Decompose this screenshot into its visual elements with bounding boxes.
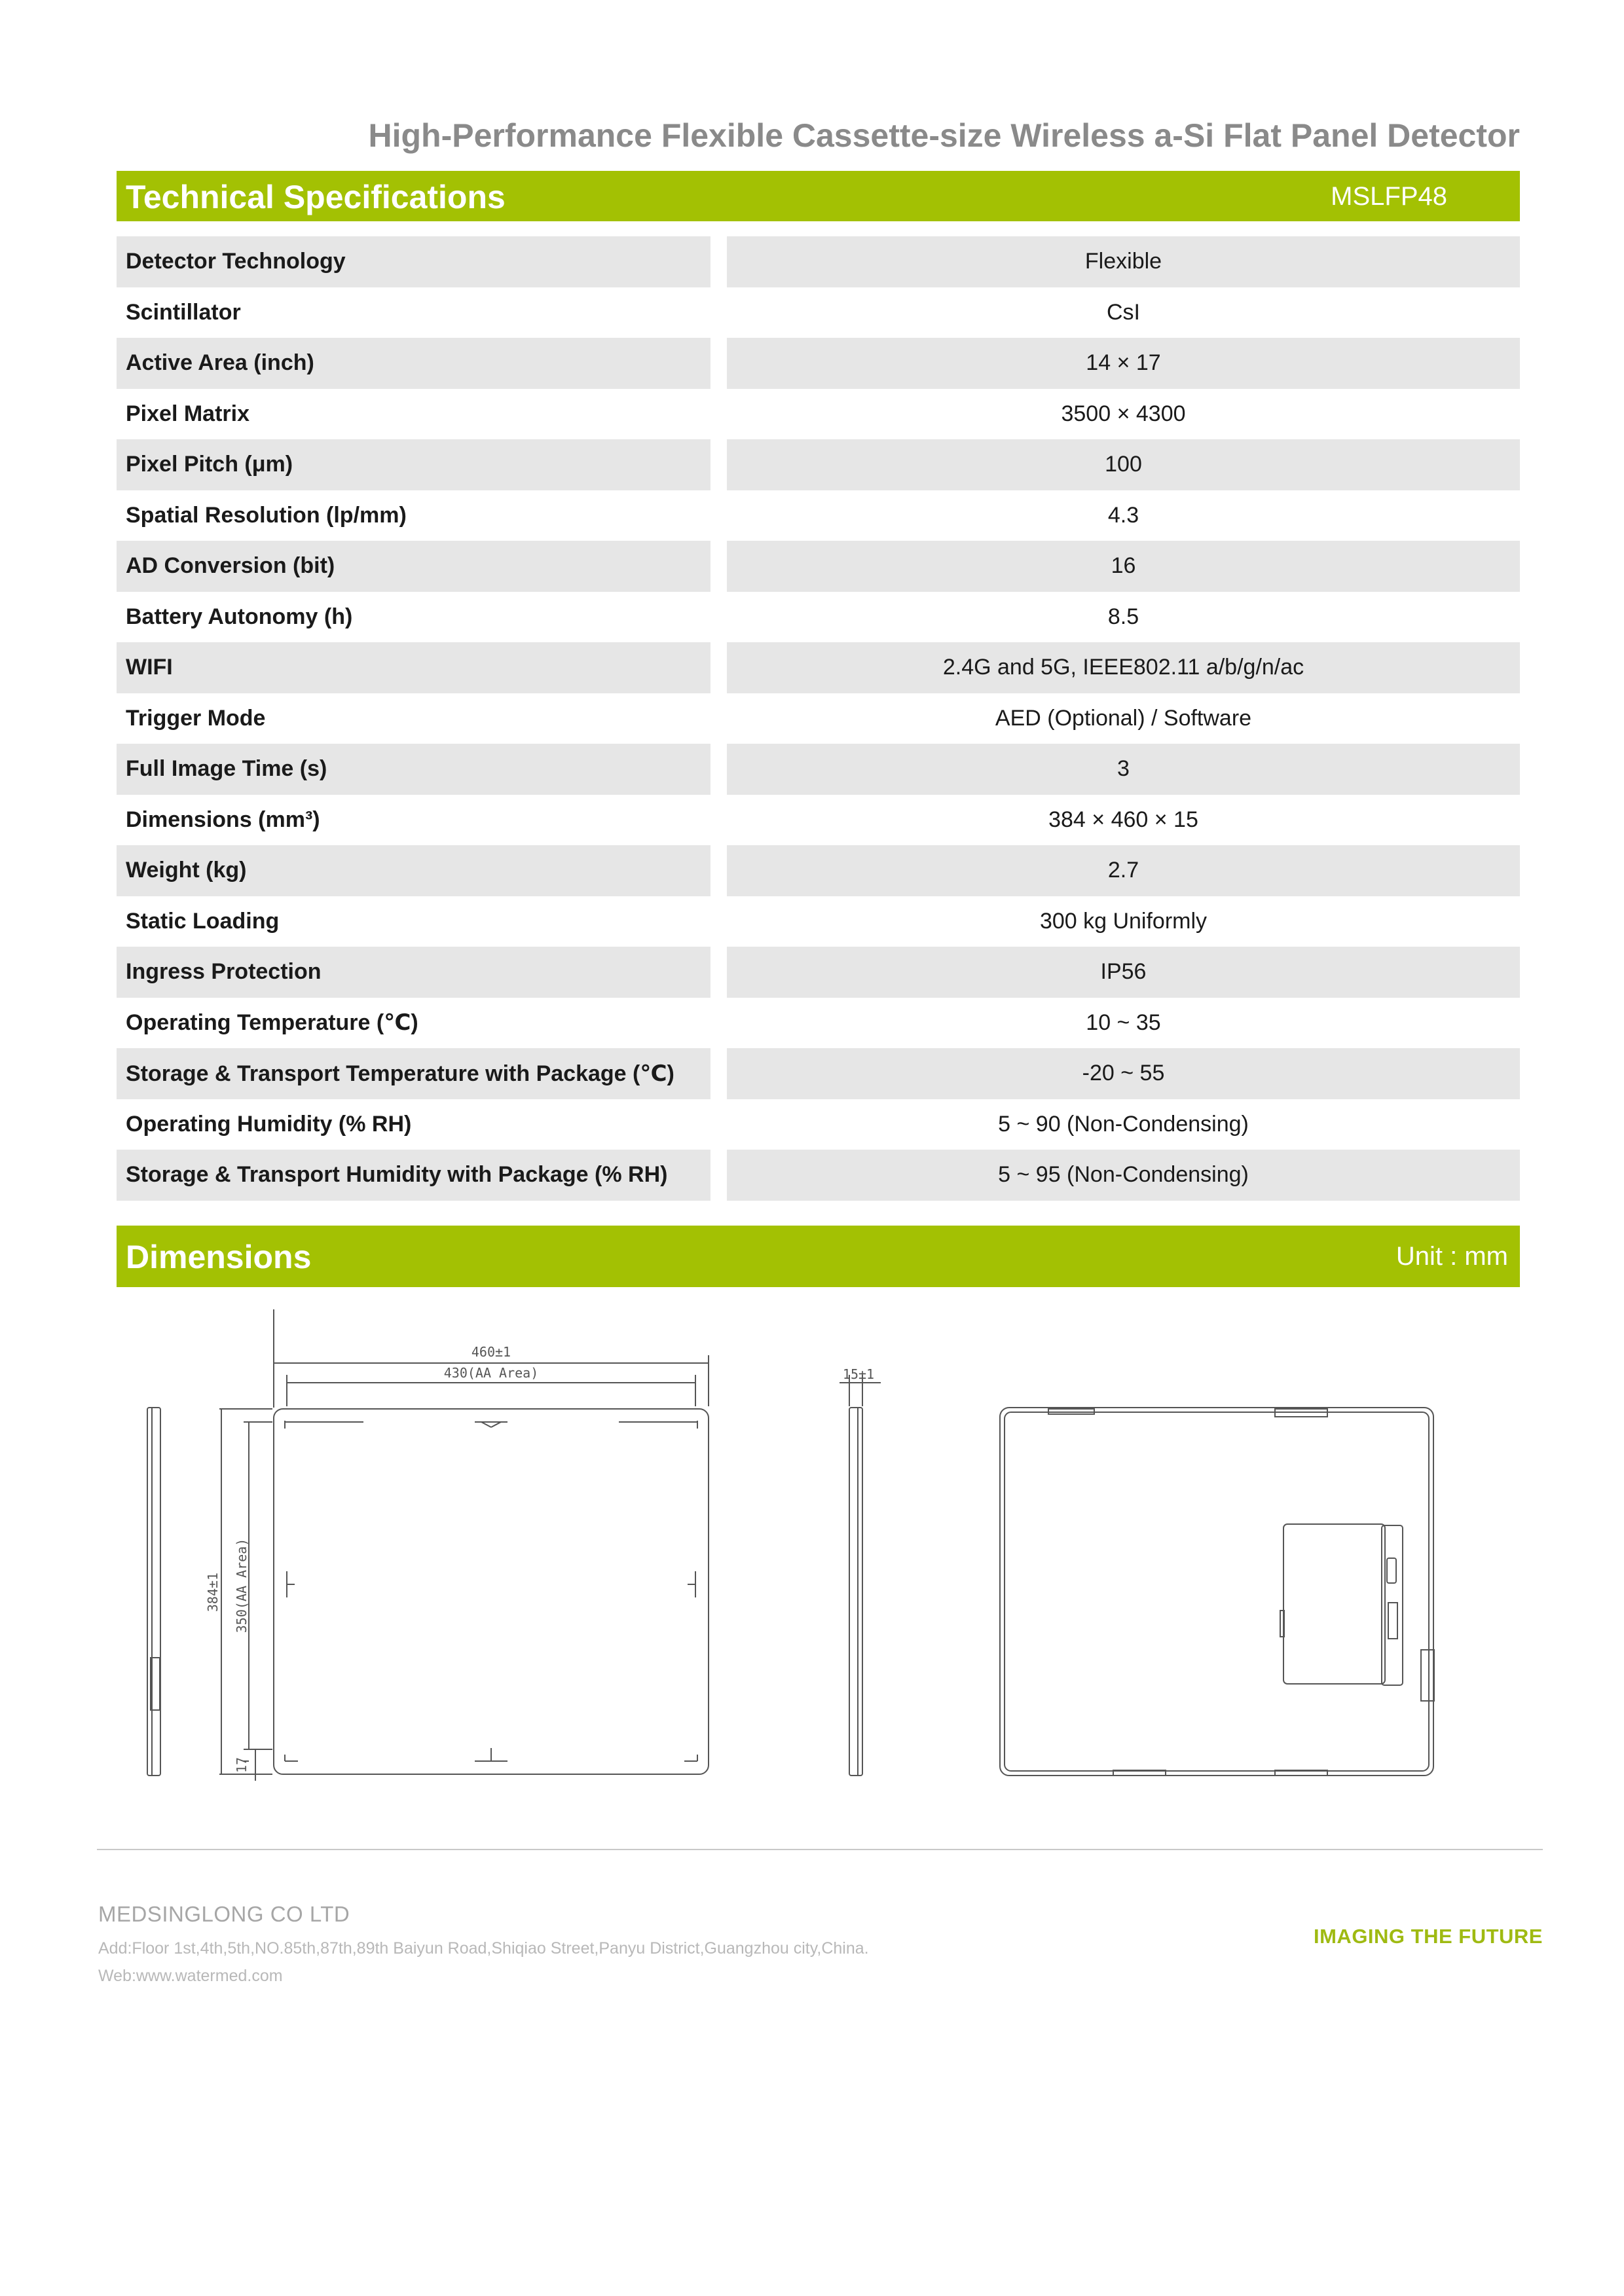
spec-row — [117, 845, 1520, 896]
spec-label: Weight (kg) — [117, 845, 710, 896]
company-name: MEDSINGLONG CO LTD — [98, 1902, 350, 1926]
spec-row — [117, 338, 1520, 389]
company-website: Web:www.watermed.com — [98, 1967, 283, 1985]
aa-height-dimension-label: 350(AA Area) — [234, 1538, 249, 1633]
spec-label: Trigger Mode — [126, 705, 266, 731]
company-slogan: IMAGING THE FUTURE — [1314, 1925, 1543, 1948]
spec-value: 300 kg Uniformly — [1039, 908, 1208, 934]
spec-label: Pixel Pitch (μm) — [117, 439, 710, 490]
spec-value: 384 × 460 × 15 — [1048, 807, 1198, 832]
spec-label: Static Loading — [126, 908, 280, 934]
spec-value: CsI — [1107, 299, 1140, 325]
side-view-left — [147, 1408, 160, 1776]
spec-row — [117, 439, 1520, 490]
spec-row — [117, 744, 1520, 795]
thickness-dimension-label: 15±1 — [842, 1366, 875, 1382]
model-number: MSLFP48 — [1331, 182, 1447, 211]
spec-row — [117, 896, 1520, 947]
spec-value: AED (Optional) / Software — [995, 705, 1252, 731]
spec-label: Dimensions (mm³) — [126, 807, 320, 832]
spec-value: 14 × 17 — [727, 338, 1520, 389]
spec-label: Pixel Matrix — [126, 401, 249, 426]
width-dimension-label: 460±1 — [471, 1344, 511, 1360]
spec-value: 5 ~ 95 (Non-Condensing) — [727, 1150, 1520, 1201]
company-address: Add:Floor 1st,4th,5th,NO.85th,87th,89th Baiyun Road,Shiqiao Street,Panyu District,Guangzhou city,China. — [98, 1939, 869, 1958]
spec-label: Operating Temperature (℃) — [126, 1010, 418, 1036]
spec-value: 3500 × 4300 — [1061, 401, 1186, 426]
margin-dimension-label: 17 — [234, 1757, 249, 1774]
spec-label: Storage & Transport Temperature with Package (℃) — [117, 1048, 710, 1099]
spec-value: -20 ~ 55 — [727, 1048, 1520, 1099]
spec-row — [117, 1099, 1520, 1150]
spec-value: Flexible — [727, 236, 1520, 287]
dimension-drawing — [0, 1309, 1624, 1807]
spec-value: 3 — [727, 744, 1520, 795]
spec-row — [117, 541, 1520, 592]
height-dimension-label: 384±1 — [205, 1572, 221, 1613]
spec-row — [117, 389, 1520, 440]
spec-label: Spatial Resolution (lp/mm) — [126, 502, 407, 528]
spec-label: Ingress Protection — [117, 947, 710, 998]
spec-value: 8.5 — [1107, 604, 1139, 629]
spec-row — [117, 1150, 1520, 1201]
spec-label: Active Area (inch) — [117, 338, 710, 389]
spec-row — [117, 642, 1520, 693]
spec-label: Full Image Time (s) — [117, 744, 710, 795]
spec-label: Operating Humidity (% RH) — [126, 1111, 412, 1137]
specs-header-bar — [117, 171, 1520, 221]
spec-value: 10 ~ 35 — [1086, 1010, 1161, 1035]
spec-label: Scintillator — [126, 299, 241, 325]
spec-value: 2.4G and 5G, IEEE802.11 a/b/g/n/ac — [727, 642, 1520, 693]
spec-label: Storage & Transport Humidity with Package (% RH) — [117, 1150, 710, 1201]
spec-row — [117, 490, 1520, 541]
spec-value: 16 — [727, 541, 1520, 592]
unit-label: Unit : mm — [1395, 1242, 1508, 1271]
spec-row — [117, 236, 1520, 287]
spec-value: 2.7 — [727, 845, 1520, 896]
dimensions-section-title: Dimensions — [126, 1239, 312, 1275]
spec-value: 100 — [727, 439, 1520, 490]
spec-label: AD Conversion (bit) — [117, 541, 710, 592]
spec-label: WIFI — [117, 642, 710, 693]
spec-value: 5 ~ 90 (Non-Condensing) — [998, 1111, 1249, 1137]
spec-label: Battery Autonomy (h) — [126, 604, 353, 629]
specs-section-title: Technical Specifications — [126, 179, 506, 215]
spec-value: 4.3 — [1107, 502, 1139, 528]
spec-value: IP56 — [727, 947, 1520, 998]
document-title: High-Performance Flexible Cassette-size Wireless a-Si Flat Panel Detector — [368, 117, 1520, 154]
spec-row — [117, 1048, 1520, 1099]
spec-row — [117, 287, 1520, 338]
spec-row — [117, 947, 1520, 998]
spec-table — [117, 236, 1520, 1201]
side-view-thin — [840, 1375, 881, 1776]
dimensions-header-bar — [117, 1226, 1520, 1287]
aa-width-dimension-label: 430(AA Area) — [443, 1365, 539, 1381]
spec-row — [117, 693, 1520, 744]
spec-row — [117, 592, 1520, 643]
back-view — [1000, 1408, 1434, 1776]
spec-label: Detector Technology — [117, 236, 710, 287]
footer-divider — [97, 1849, 1543, 1850]
spec-row — [117, 795, 1520, 846]
spec-row — [117, 998, 1520, 1049]
